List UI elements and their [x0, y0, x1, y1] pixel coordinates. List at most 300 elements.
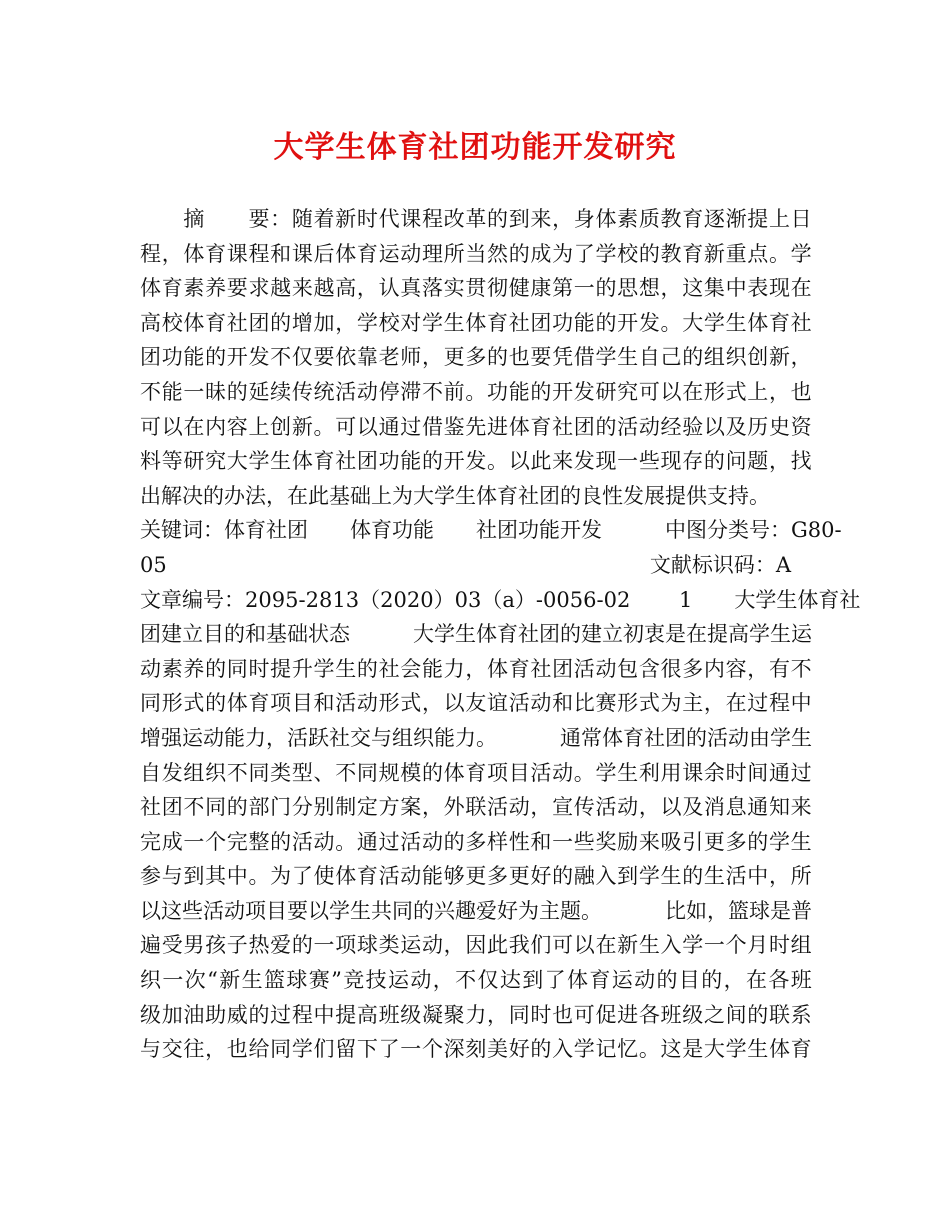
glyph: 社: [839, 587, 861, 612]
glyph: 来: [552, 449, 574, 474]
glyph: 体: [508, 414, 530, 439]
glyph: 力: [245, 725, 266, 750]
glyph: 联: [768, 1002, 790, 1027]
glyph: 学: [595, 345, 617, 370]
glyph: 不: [270, 345, 292, 370]
glyph: 的: [508, 241, 530, 266]
glyph: 些: [182, 898, 203, 923]
text-line: [140, 894, 812, 929]
glyph: 学: [421, 310, 443, 335]
glyph: 这: [682, 276, 704, 301]
glyph: 体: [567, 968, 588, 993]
glyph: 力: [465, 1002, 487, 1027]
glyph: 遍: [140, 933, 161, 958]
glyph: 要: [226, 276, 248, 301]
glyph: 的: [205, 656, 227, 681]
glyph: 此: [487, 933, 508, 958]
glyph: 校: [161, 310, 183, 335]
glyph: [205, 202, 226, 237]
glyph: 目: [203, 622, 224, 647]
glyph: 6: [583, 587, 597, 612]
glyph: 生: [660, 864, 682, 889]
glyph: 如: [686, 898, 707, 923]
glyph: 通: [747, 795, 769, 820]
glyph: 不: [183, 795, 205, 820]
glyph: 加: [161, 1002, 183, 1027]
glyph: 社: [518, 622, 539, 647]
glyph: 前: [443, 379, 465, 404]
glyph: 的: [747, 1002, 769, 1027]
glyph: 形: [161, 691, 183, 716]
glyph: 到: [508, 207, 530, 231]
glyph: 深: [443, 1037, 465, 1062]
glyph: 大: [413, 622, 434, 647]
glyph: 刻: [465, 1037, 487, 1062]
text-line: [140, 721, 812, 756]
glyph: 技: [365, 968, 387, 993]
glyph: 体: [443, 760, 465, 785]
glyph: 的: [356, 656, 378, 681]
glyph: 延: [248, 379, 270, 404]
glyph: 同: [508, 1002, 530, 1027]
glyph: 大: [703, 1037, 725, 1062]
glyph: 。: [573, 760, 595, 785]
glyph: 体: [747, 310, 769, 335]
glyph: 社: [552, 414, 574, 439]
glyph: 、: [313, 760, 335, 785]
glyph: 班: [378, 1002, 400, 1027]
glyph: 资: [790, 414, 812, 439]
text-line: [140, 617, 812, 652]
glyph: 成: [530, 241, 552, 266]
glyph: 动: [421, 829, 443, 854]
glyph: 上: [768, 207, 790, 231]
glyph: 代: [378, 207, 400, 231]
glyph: ，: [768, 864, 790, 889]
glyph: 目: [508, 760, 530, 785]
glyph: 能: [413, 518, 434, 543]
glyph: 质: [638, 207, 660, 231]
glyph: 可: [140, 414, 161, 439]
glyph: 仅: [291, 345, 313, 370]
text-line: [140, 237, 812, 272]
glyph: 动: [140, 656, 161, 681]
glyph: a: [502, 587, 515, 612]
glyph: 的: [443, 829, 465, 854]
glyph: 可: [335, 414, 357, 439]
glyph: 育: [205, 310, 227, 335]
glyph: 团: [287, 518, 308, 543]
glyph: [392, 617, 413, 652]
glyph: 励: [617, 829, 639, 854]
glyph: 宣: [552, 795, 574, 820]
glyph: 新: [617, 933, 639, 958]
glyph: 息: [725, 795, 747, 820]
glyph: 内: [205, 414, 227, 439]
glyph: 8: [318, 587, 333, 612]
glyph: 。: [660, 310, 682, 335]
glyph: 大: [682, 310, 704, 335]
glyph: 育: [768, 310, 790, 335]
glyph: 使: [313, 864, 335, 889]
glyph: 系: [790, 1002, 812, 1027]
glyph: 对: [400, 310, 422, 335]
glyph: 定: [356, 795, 378, 820]
glyph: 体: [602, 725, 623, 750]
glyph: 来: [790, 795, 812, 820]
glyph: 功: [518, 518, 539, 543]
glyph: 美: [487, 1037, 508, 1062]
glyph: 停: [378, 379, 400, 404]
glyph: 革: [465, 207, 487, 231]
glyph: 分: [291, 795, 313, 820]
glyph: 生: [725, 310, 747, 335]
glyph: 的: [226, 795, 248, 820]
glyph: 兴: [434, 898, 455, 923]
glyph: 的: [291, 933, 313, 958]
glyph: 育: [508, 656, 530, 681]
glyph: 增: [291, 310, 313, 335]
glyph: 时: [530, 1002, 552, 1027]
glyph: 助: [205, 1002, 227, 1027]
glyph: 找: [790, 449, 812, 474]
glyph: 的: [682, 864, 704, 889]
glyph: 动: [634, 968, 656, 993]
glyph: 子: [226, 933, 248, 958]
glyph: 体: [476, 622, 497, 647]
glyph: 通: [378, 414, 400, 439]
glyph: 吸: [660, 829, 682, 854]
glyph: 上: [248, 414, 270, 439]
glyph: 凝: [421, 1002, 443, 1027]
glyph: 活: [707, 725, 728, 750]
glyph: 渐: [725, 207, 747, 231]
glyph: 和: [270, 241, 292, 266]
glyph: [329, 513, 350, 548]
glyph: 时: [356, 207, 378, 231]
glyph: 发: [161, 760, 183, 785]
glyph: 重: [725, 241, 747, 266]
glyph: 学: [755, 587, 777, 612]
glyph: 0: [821, 518, 835, 543]
glyph: 动: [617, 795, 639, 820]
glyph: 包: [617, 656, 639, 681]
glyph: 3: [345, 587, 360, 612]
glyph: ：: [203, 518, 224, 543]
glyph: 以: [703, 414, 725, 439]
glyph: 。: [465, 379, 487, 404]
glyph: 。: [487, 449, 508, 474]
glyph: 奖: [595, 829, 617, 854]
glyph: 我: [508, 933, 530, 958]
glyph: ，: [660, 276, 682, 301]
glyph: 球: [749, 898, 770, 923]
glyph: 活: [335, 691, 357, 716]
glyph: 入: [660, 933, 682, 958]
glyph: 一: [552, 829, 574, 854]
glyph: ：: [770, 518, 791, 543]
glyph: 越: [270, 276, 292, 301]
glyph: ，: [487, 1002, 508, 1027]
glyph: 油: [183, 1002, 205, 1027]
glyph: 通: [768, 760, 790, 785]
glyph: 团: [161, 795, 183, 820]
glyph: 动: [356, 691, 378, 716]
glyph: 活: [725, 864, 747, 889]
glyph: 体: [140, 276, 161, 301]
glyph: 要: [287, 898, 308, 923]
glyph: 的: [205, 691, 227, 716]
glyph: 提: [707, 622, 728, 647]
glyph: 个: [725, 933, 747, 958]
glyph: 编: [182, 587, 203, 612]
glyph: 社: [508, 310, 530, 335]
glyph: 体: [465, 310, 487, 335]
glyph: 以: [660, 379, 682, 404]
glyph: 体: [224, 518, 245, 543]
glyph: 织: [413, 725, 434, 750]
keywords-line: [140, 513, 842, 548]
glyph: 学: [329, 898, 350, 923]
glyph: 集: [703, 276, 725, 301]
glyph: 凭: [552, 345, 574, 370]
glyph: 求: [248, 276, 270, 301]
glyph: 融: [573, 864, 595, 889]
glyph: ，: [421, 345, 443, 370]
glyph: 础: [287, 622, 308, 647]
glyph: 同: [140, 691, 161, 716]
glyph: [371, 617, 392, 652]
text-line: [140, 444, 812, 479]
glyph: 的: [686, 725, 707, 750]
glyph: 些: [573, 829, 595, 854]
glyph: 可: [638, 379, 660, 404]
glyph: 篮: [264, 968, 285, 993]
glyph: 式: [638, 691, 660, 716]
glyph: 织: [140, 968, 161, 993]
glyph: 。: [581, 898, 602, 923]
glyph: [518, 721, 539, 756]
glyph: 主: [539, 898, 560, 923]
glyph: -: [298, 587, 306, 612]
glyph: ，: [768, 449, 790, 474]
glyph: 一: [400, 1037, 422, 1062]
glyph: 2: [616, 587, 631, 612]
glyph: 校: [617, 241, 639, 266]
glyph: 和: [530, 829, 552, 854]
glyph: 活: [287, 725, 308, 750]
glyph: 运: [182, 725, 203, 750]
glyph: 研: [183, 449, 205, 474]
glyph: 运: [611, 968, 633, 993]
glyph: [602, 894, 623, 929]
glyph: 开: [560, 518, 581, 543]
glyph: 2: [245, 587, 259, 612]
text-line: [140, 1032, 812, 1067]
glyph: 开: [226, 345, 248, 370]
glyph: 基: [266, 622, 287, 647]
glyph: 的: [421, 449, 443, 474]
glyph: ，: [421, 795, 443, 820]
glyph: 是: [770, 898, 791, 923]
glyph: 团: [248, 310, 270, 335]
glyph: 了: [291, 864, 313, 889]
glyph: 育: [205, 241, 227, 266]
glyph: 历: [747, 414, 769, 439]
glyph: 学: [248, 449, 270, 474]
glyph: 程: [421, 207, 443, 231]
glyph: 的: [248, 1002, 270, 1027]
glyph: 在: [686, 622, 707, 647]
text-line: 出解决的办法，在此基础上为大学生体育社团的良性发展提供支持。: [140, 483, 770, 508]
glyph: 生: [617, 345, 639, 370]
glyph: 间: [725, 1002, 747, 1027]
glyph: 普: [791, 898, 812, 923]
glyph: 余: [703, 760, 725, 785]
document-title: 大学生体育社团功能开发研究: [273, 130, 677, 165]
glyph: 体: [487, 656, 508, 681]
glyph: [630, 583, 651, 618]
glyph: 交: [161, 1037, 183, 1062]
glyph: 现: [768, 276, 790, 301]
glyph: 学: [434, 622, 455, 647]
glyph: 键: [161, 518, 182, 543]
glyph: 高: [335, 276, 357, 301]
glyph: 社: [226, 310, 248, 335]
glyph: 不: [335, 760, 357, 785]
glyph: ，: [707, 898, 728, 923]
glyph: 开: [552, 379, 574, 404]
glyph: 8: [807, 518, 822, 543]
glyph: 借: [573, 345, 595, 370]
glyph: 与: [371, 725, 392, 750]
glyph: G: [791, 518, 808, 543]
glyph: 力: [443, 656, 465, 681]
glyph: 项: [487, 760, 508, 785]
glyph: 号: [749, 518, 770, 543]
glyph: 跃: [308, 725, 329, 750]
glyph: 点: [747, 241, 769, 266]
glyph: 社: [476, 518, 497, 543]
glyph: 3: [467, 587, 482, 612]
glyph: 立: [182, 622, 203, 647]
glyph: 间: [747, 760, 769, 785]
text-line: [140, 825, 812, 860]
glyph: 生: [776, 587, 798, 612]
glyph: 级: [140, 1002, 161, 1027]
glyph: 们: [313, 1037, 335, 1062]
glyph: 个: [205, 829, 227, 854]
glyph: 同: [356, 760, 378, 785]
glyph: 育: [371, 518, 392, 543]
glyph: 体: [226, 691, 248, 716]
glyph: 学: [638, 864, 660, 889]
glyph: 动: [410, 968, 432, 993]
glyph: ，: [356, 276, 378, 301]
glyph: 加: [313, 310, 335, 335]
glyph: 0: [556, 587, 570, 612]
glyph: 的: [747, 829, 769, 854]
glyph: ：: [270, 207, 292, 231]
glyph: 发: [465, 449, 487, 474]
glyph: 球: [286, 968, 308, 993]
glyph: 组: [703, 345, 725, 370]
glyph: 为: [518, 898, 539, 923]
glyph: 下: [356, 1037, 378, 1062]
glyph: 引: [682, 829, 704, 854]
glyph: 仅: [477, 968, 499, 993]
glyph: 生: [790, 829, 812, 854]
glyph: 0: [543, 587, 557, 612]
glyph: 新: [703, 241, 725, 266]
glyph: 外: [443, 795, 465, 820]
glyph: 月: [747, 933, 769, 958]
glyph: 以: [161, 414, 183, 439]
glyph: 运: [388, 968, 409, 993]
glyph: 0: [420, 587, 434, 612]
glyph: 活: [291, 829, 313, 854]
glyph: 动: [638, 414, 660, 439]
glyph: 生: [335, 656, 357, 681]
glyph: 其: [205, 864, 227, 889]
glyph: 更: [508, 864, 530, 889]
glyph: 团: [497, 518, 518, 543]
glyph: 不: [226, 760, 248, 785]
glyph: 创: [747, 345, 769, 370]
glyph: 来: [638, 829, 660, 854]
glyph: 学: [356, 310, 378, 335]
glyph: 程: [768, 691, 790, 716]
glyph: 理: [421, 241, 443, 266]
text-line: [140, 306, 812, 341]
glyph: 在: [183, 414, 205, 439]
glyph: 大: [734, 587, 756, 612]
glyph: 式: [400, 691, 422, 716]
glyph: 以: [308, 898, 329, 923]
glyph: 团: [530, 310, 552, 335]
glyph: 比: [573, 691, 595, 716]
glyph: 育: [487, 310, 508, 335]
glyph: 关: [140, 518, 161, 543]
glyph: 规: [378, 760, 400, 785]
glyph: 很: [660, 656, 682, 681]
glyph: 老: [378, 345, 400, 370]
glyph: 动: [508, 795, 530, 820]
glyph: 的: [560, 622, 581, 647]
glyph: 不: [790, 656, 812, 681]
text-line: [140, 928, 812, 963]
glyph: 2: [305, 587, 319, 612]
glyph: 利: [638, 760, 660, 785]
glyph: 组: [392, 725, 413, 750]
glyph: 项: [270, 691, 292, 716]
glyph: 记: [595, 1037, 617, 1062]
glyph: 0: [393, 587, 407, 612]
glyph: 能: [224, 725, 245, 750]
glyph: 新: [219, 968, 241, 993]
text-line: [140, 963, 812, 998]
glyph: 进: [487, 414, 508, 439]
glyph: 够: [443, 864, 465, 889]
glyph: 题: [560, 898, 581, 923]
glyph: [539, 721, 560, 756]
glyph: 一: [162, 968, 184, 993]
glyph: 这: [660, 1037, 682, 1062]
glyph: 课: [291, 241, 313, 266]
glyph: 形: [617, 691, 639, 716]
glyph: 昧: [205, 379, 227, 404]
glyph: 不: [421, 379, 443, 404]
